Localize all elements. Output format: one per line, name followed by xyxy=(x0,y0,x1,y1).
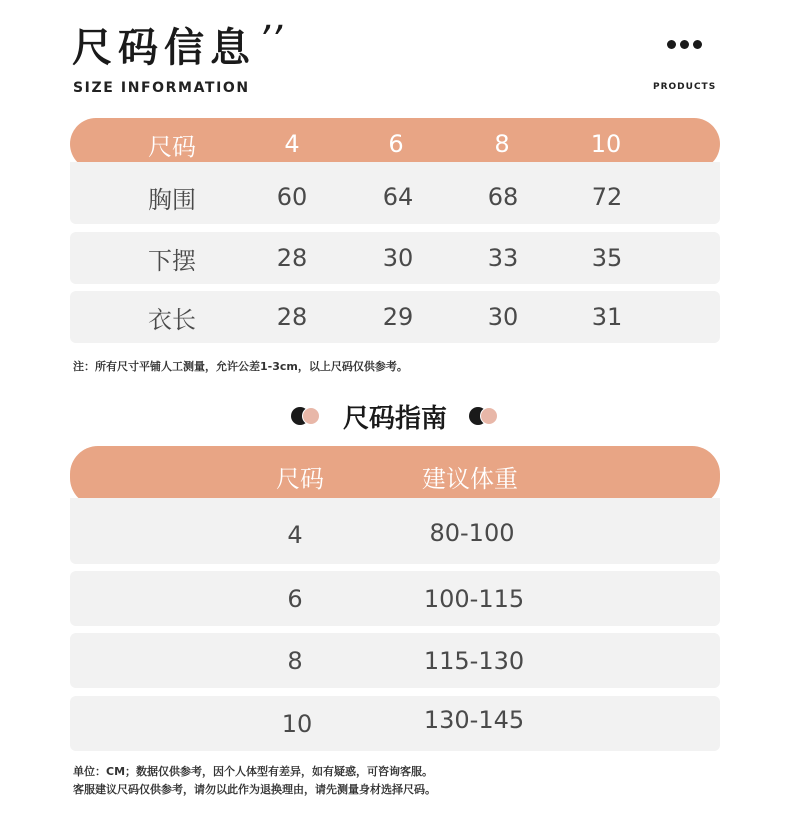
table-row xyxy=(70,162,720,224)
header-cell: 4 xyxy=(284,130,300,158)
guide-title-bar xyxy=(0,396,790,436)
table-cell: 68 xyxy=(487,183,519,211)
header-cell: 10 xyxy=(590,130,622,158)
table-cell: 31 xyxy=(591,303,623,331)
guide-table-header xyxy=(70,446,720,506)
header-cell: 建议体重 xyxy=(422,464,518,493)
table-cell: 60 xyxy=(276,183,308,211)
table-row xyxy=(70,498,720,564)
header-cell: 6 xyxy=(388,130,404,158)
table-row xyxy=(70,291,720,343)
table-cell: 29 xyxy=(382,303,414,331)
table-cell: 72 xyxy=(591,183,623,211)
table-cell: 115-130 xyxy=(423,646,525,675)
page-title: 尺码信息 xyxy=(72,25,256,71)
table-cell: 100-115 xyxy=(423,584,525,613)
table-cell: 130-145 xyxy=(423,705,525,734)
table-cell: 30 xyxy=(382,244,414,272)
size-note: 注：所有尺寸平铺人工测量，允许公差1-3cm，以上尺码仅供参考。 xyxy=(73,360,408,373)
table-row xyxy=(70,696,720,751)
table-row xyxy=(70,571,720,626)
table-cell: 30 xyxy=(487,303,519,331)
table-cell: 4 xyxy=(287,521,303,549)
guide-title: 尺码指南 xyxy=(342,403,447,434)
title-quote-mark: ’’ xyxy=(258,18,283,62)
table-cell: 80-100 xyxy=(429,519,515,547)
table-cell: 33 xyxy=(487,244,519,272)
header-cell: 尺码 xyxy=(276,464,324,493)
table-row xyxy=(70,633,720,688)
table-cell: 6 xyxy=(287,584,303,613)
footer-note: 单位：CM；数据仅供参考，因个人体型有差异，如有疑惑，可咨询客服。 xyxy=(73,765,434,778)
table-cell: 8 xyxy=(287,646,303,675)
table-row xyxy=(70,232,720,284)
table-cell: 28 xyxy=(276,303,308,331)
header-cell: 8 xyxy=(494,130,510,158)
products-label: PRODUCTS xyxy=(653,82,717,92)
table-cell: 35 xyxy=(591,244,623,272)
row-label: 下摆 xyxy=(148,246,196,275)
header-cell: 尺码 xyxy=(148,132,196,161)
table-cell: 28 xyxy=(276,244,308,272)
row-label: 胸围 xyxy=(148,185,196,214)
page-subtitle: SIZE INFORMATION xyxy=(73,80,250,96)
more-dots-icon xyxy=(667,40,707,50)
circle-pair-icon xyxy=(291,407,321,425)
footer-note: 客服建议尺码仅供参考，请勿以此作为退换理由，请先测量身材选择尺码。 xyxy=(73,783,436,796)
row-label: 衣长 xyxy=(148,305,196,334)
circle-pair-icon xyxy=(469,407,499,425)
table-cell: 10 xyxy=(281,709,313,738)
table-cell: 64 xyxy=(382,183,414,211)
